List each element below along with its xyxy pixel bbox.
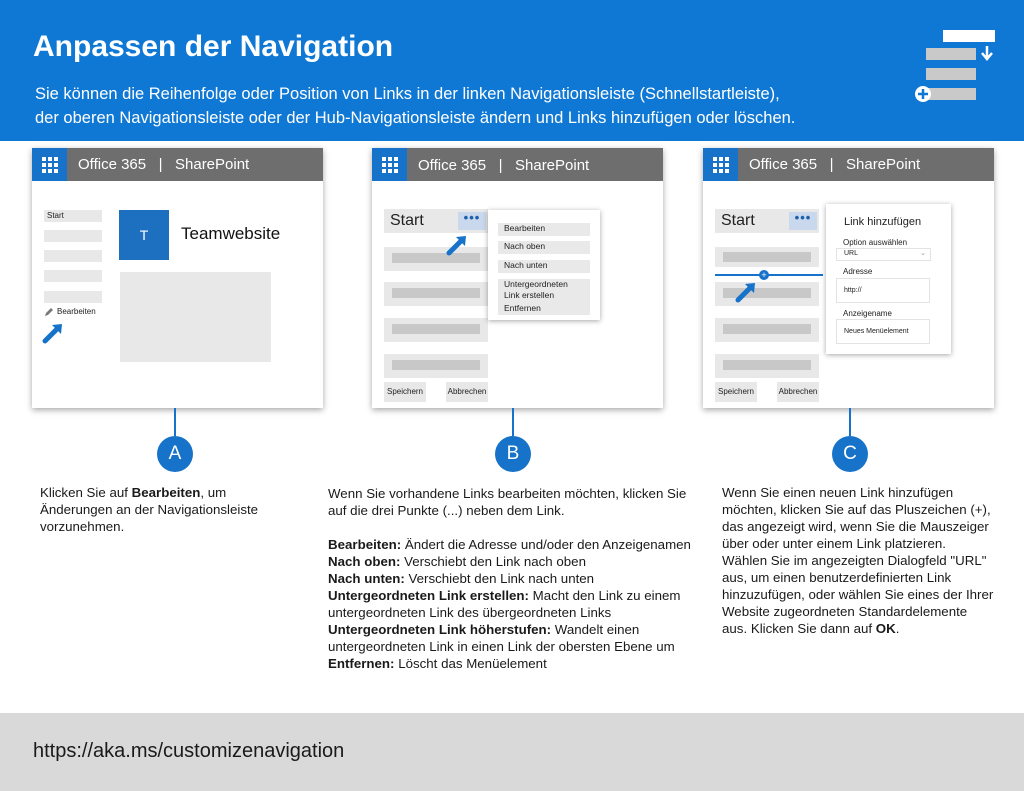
add-link-dialog xyxy=(826,204,951,354)
save-button[interactable]: Speichern xyxy=(384,382,426,402)
app-launcher-icon[interactable] xyxy=(32,148,67,181)
nav-item[interactable] xyxy=(384,247,488,271)
cancel-button[interactable]: Abbrechen xyxy=(446,382,488,402)
description-b: Wenn Sie vorhandene Links bearbeiten möchten, klicken Sie auf die drei Punkte (...) neben dem Link. Bearbeiten: Ändert die Adresse und/oder den Anzeigenamen Nach oben: Verschiebt den Link nach oben Nach unten: Verschiebt den Link nach unten Untergeordneten Link erstellen: Macht den Link zu einem untergeordneten Link des übergeordneten Links Untergeordneten Link höherstufen: Wandelt einen untergeordneten Link in einen Link der obersten Ebene um Entfernen: Löscht das Menüelement xyxy=(328,486,691,671)
address-input[interactable]: http:// xyxy=(836,278,930,303)
nav-item[interactable] xyxy=(384,354,488,378)
connector-line xyxy=(174,408,176,436)
footer-link[interactable]: https://aka.ms/customizenavigation xyxy=(33,740,345,762)
cursor-arrow-icon xyxy=(42,320,66,344)
page-subtitle: Sie können die Reihenfolge oder Position von Links in der linken Navigationsleiste (Schnellstartleiste), der oberen Navigationsleiste oder der Hub-Navigationsleiste ändern und Links hinzufügen oder löschen. xyxy=(35,85,796,127)
site-logo: T xyxy=(119,210,169,260)
panel-c xyxy=(703,148,994,408)
content-placeholder xyxy=(120,272,271,362)
cancel-button[interactable]: Abbrechen xyxy=(777,382,819,402)
option-label: Option auswählen xyxy=(843,238,908,247)
nav-item[interactable] xyxy=(44,291,102,303)
footer xyxy=(0,713,1024,791)
cursor-arrow-icon xyxy=(446,232,470,256)
nav-item[interactable] xyxy=(715,282,819,306)
nav-item-start[interactable]: Start xyxy=(44,210,102,222)
panel-b xyxy=(372,148,663,408)
menu-item-make-sub-link[interactable]: Untergeordneten Link erstellen xyxy=(498,279,590,303)
connector-line xyxy=(849,408,851,436)
suite-bar xyxy=(703,148,994,181)
suite-title: Office 365 | SharePoint xyxy=(749,156,921,173)
nav-item[interactable] xyxy=(44,250,102,262)
description-a: Klicken Sie auf Bearbeiten, um Änderungen an der Navigationsleiste vorzunehmen. xyxy=(40,485,259,534)
page-title: Anpassen der Navigation xyxy=(33,30,394,63)
display-name-input[interactable]: Neues Menüelement xyxy=(836,319,930,344)
suite-bar xyxy=(32,148,323,181)
panel-a xyxy=(32,148,323,408)
nav-item[interactable] xyxy=(715,318,819,342)
chevron-down-icon: ⌄ xyxy=(920,250,926,257)
connector-line xyxy=(512,408,514,436)
context-menu xyxy=(488,210,600,320)
suite-bar xyxy=(372,148,663,181)
suite-title: Office 365 | SharePoint xyxy=(418,157,590,174)
menu-item-move-up[interactable]: Nach oben xyxy=(498,241,590,254)
menu-item-remove[interactable]: Entfernen xyxy=(498,303,590,315)
address-label: Adresse xyxy=(843,267,873,276)
edit-link[interactable]: Bearbeiten xyxy=(57,307,96,316)
nav-item[interactable] xyxy=(44,230,102,242)
dialog-title: Link hinzufügen xyxy=(844,216,922,228)
suite-title: Office 365 | SharePoint xyxy=(78,156,250,173)
nav-item[interactable] xyxy=(715,247,819,267)
step-badge-a: A xyxy=(157,436,193,472)
site-name: Teamwebsite xyxy=(181,224,281,243)
navigation-list-icon xyxy=(910,28,1000,108)
save-button[interactable]: Speichern xyxy=(715,382,757,402)
nav-item[interactable] xyxy=(44,270,102,282)
option-select[interactable]: URL ⌄ xyxy=(836,248,931,261)
step-badge-c: C xyxy=(832,436,868,472)
insert-line xyxy=(715,274,823,276)
more-options-button[interactable]: ••• xyxy=(458,212,486,230)
pencil-icon xyxy=(44,307,54,317)
menu-item-move-down[interactable]: Nach unten xyxy=(498,260,590,273)
description-c: Wenn Sie einen neuen Link hinzufügen möchten, klicken Sie auf das Pluszeichen (+), das angezeigt wird, wenn Sie die Mauszeiger über oder unter einem Link platzieren. Wählen Sie im angezeigten Dialogfeld "URL" aus, um einen benutzerdefinierten Link hinzuzufügen, oder wählen Sie eines der Ihrer Website zugeordneten Standardelemente aus. Klicken Sie dann auf OK. xyxy=(722,485,994,636)
step-badge-b: B xyxy=(495,436,531,472)
cursor-arrow-icon xyxy=(735,279,759,303)
nav-item[interactable] xyxy=(715,354,819,378)
nav-item-start[interactable]: Start xyxy=(715,209,819,233)
display-name-label: Anzeigename xyxy=(843,309,892,318)
header-banner xyxy=(0,0,1024,141)
app-launcher-icon[interactable] xyxy=(372,148,407,181)
nav-item[interactable] xyxy=(384,318,488,342)
nav-item-start[interactable]: Start xyxy=(384,209,488,233)
add-link-plus-icon[interactable]: + xyxy=(759,270,769,280)
menu-item-edit[interactable]: Bearbeiten xyxy=(498,223,590,236)
more-options-button[interactable]: ••• xyxy=(789,212,817,230)
nav-item[interactable] xyxy=(384,282,488,306)
app-launcher-icon[interactable] xyxy=(703,148,738,181)
